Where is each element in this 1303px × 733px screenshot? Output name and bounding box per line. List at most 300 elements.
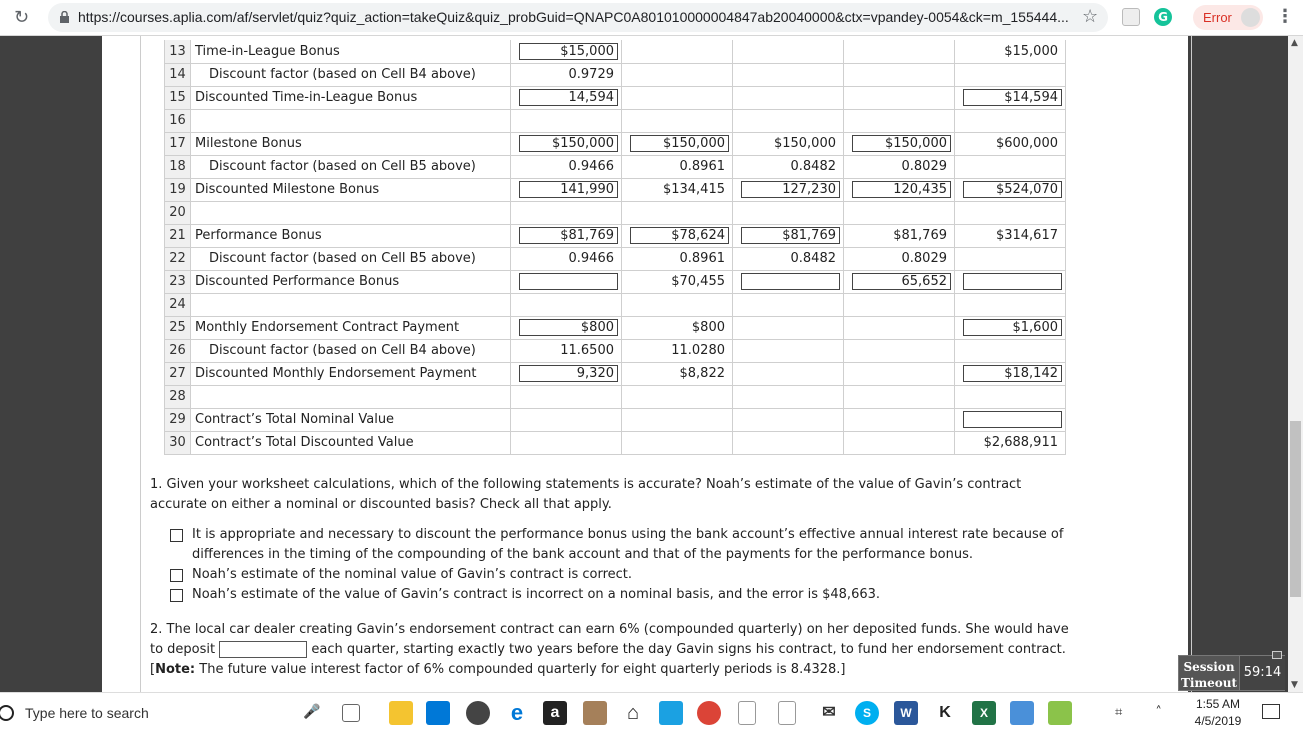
row-number: 26 xyxy=(165,339,191,362)
table-row xyxy=(165,132,1066,155)
cell-value xyxy=(741,67,840,82)
app-k-icon[interactable]: K xyxy=(933,701,957,725)
cell xyxy=(844,109,955,132)
cell-value: $314,617 xyxy=(995,228,1058,243)
cell xyxy=(511,247,622,270)
row-label xyxy=(191,293,511,316)
cell-value xyxy=(741,44,840,59)
cell-value xyxy=(852,113,951,128)
cell-value xyxy=(852,297,951,312)
row-label xyxy=(191,201,511,224)
cell xyxy=(733,224,844,247)
row-number: 17 xyxy=(165,132,191,155)
row-number: 22 xyxy=(165,247,191,270)
answer-input[interactable]: 120,435 xyxy=(852,181,951,198)
cell xyxy=(844,270,955,293)
reload-icon[interactable]: ↻ xyxy=(14,7,30,28)
question-2-text xyxy=(150,620,1080,680)
cell-value: $134,415 xyxy=(662,182,725,197)
cell xyxy=(955,316,1066,339)
cell xyxy=(844,86,955,109)
row-label: Discount factor (based on Cell B5 above) xyxy=(191,155,511,178)
row-label: Performance Bonus xyxy=(191,224,511,247)
scroll-thumb[interactable] xyxy=(1290,421,1301,597)
row-label: Discounted Performance Bonus xyxy=(191,270,511,293)
table-row xyxy=(165,316,1066,339)
cell xyxy=(955,339,1066,362)
cell-value xyxy=(519,205,618,220)
answer-input[interactable]: $78,624 xyxy=(630,227,729,244)
cell xyxy=(955,63,1066,86)
edge-icon[interactable]: e xyxy=(505,701,529,725)
cell-value xyxy=(852,67,951,82)
cell-value xyxy=(519,113,618,128)
answer-input[interactable]: $800 xyxy=(519,319,618,336)
search-placeholder: Type here to search xyxy=(25,705,149,721)
word-icon[interactable]: W xyxy=(894,701,918,725)
cell-value xyxy=(963,67,1062,82)
cell xyxy=(844,339,955,362)
answer-input[interactable] xyxy=(741,273,840,290)
row-label: Time-in-League Bonus xyxy=(191,40,511,63)
cell-value xyxy=(963,205,1062,220)
cell-value xyxy=(741,366,840,381)
cell xyxy=(844,408,955,431)
cell-value xyxy=(963,251,1062,266)
answer-input[interactable]: $150,000 xyxy=(519,135,618,152)
cell xyxy=(733,316,844,339)
option-3[interactable] xyxy=(170,585,1075,605)
cell xyxy=(844,247,955,270)
answer-input[interactable]: $15,000 xyxy=(519,43,618,60)
chrome-icon[interactable] xyxy=(697,701,721,725)
cell xyxy=(511,132,622,155)
grammarly-icon[interactable]: G xyxy=(1154,8,1172,26)
cell xyxy=(511,201,622,224)
cell xyxy=(733,109,844,132)
cell xyxy=(511,339,622,362)
cell-value xyxy=(741,205,840,220)
cell xyxy=(844,201,955,224)
cell-value: 11.6500 xyxy=(560,343,614,358)
answer-input[interactable]: $150,000 xyxy=(852,135,951,152)
clock-date: 4/5/2019 xyxy=(1194,714,1242,728)
cell xyxy=(955,155,1066,178)
note-label: Note: xyxy=(155,662,196,677)
cell xyxy=(511,224,622,247)
row-number: 25 xyxy=(165,316,191,339)
cell xyxy=(622,385,733,408)
cell xyxy=(622,431,733,454)
cell-value: $150,000 xyxy=(773,136,836,151)
browser-toolbar xyxy=(0,0,1303,36)
cell-value xyxy=(852,412,951,427)
tray-icons[interactable]: ⌗ ˄ xyxy=(1115,705,1162,720)
deposit-input[interactable] xyxy=(219,641,307,658)
cell-value: 0.8961 xyxy=(679,159,725,174)
cell xyxy=(622,86,733,109)
cell-value xyxy=(630,435,729,450)
row-label: Milestone Bonus xyxy=(191,132,511,155)
question-1-text: 1. Given your worksheet calculations, which of the following statements is accurate? Noah’s estimate of the value of Gavin’s contract accurate on either a nominal or discounted basis? Check all that apply. xyxy=(150,477,1022,512)
cell-value xyxy=(852,44,951,59)
answer-input[interactable] xyxy=(519,273,618,290)
cell-value: 0.8029 xyxy=(901,159,947,174)
cell xyxy=(955,109,1066,132)
cell-value xyxy=(741,389,840,404)
cell-value: 0.9466 xyxy=(568,251,614,266)
row-number: 20 xyxy=(165,201,191,224)
row-number: 29 xyxy=(165,408,191,431)
option-label: It is appropriate and necessary to discount the performance bonus using the bank account’s effective annual interest rate because of differences in the timing of the compounding of the bank account and that of the payments for the performance bonus. xyxy=(192,527,1064,562)
cell xyxy=(733,385,844,408)
minimize-icon[interactable] xyxy=(1272,651,1282,659)
cell xyxy=(844,224,955,247)
cell-value xyxy=(741,113,840,128)
answer-input[interactable]: $18,142 xyxy=(963,365,1062,382)
bookmark-star-icon[interactable]: ☆ xyxy=(1082,6,1099,27)
cell xyxy=(955,224,1066,247)
cell-value xyxy=(741,435,840,450)
table-row xyxy=(165,201,1066,224)
row-number: 13 xyxy=(165,40,191,63)
cell xyxy=(733,408,844,431)
cell xyxy=(733,201,844,224)
table-row xyxy=(165,63,1066,86)
cell xyxy=(955,431,1066,454)
cell xyxy=(511,408,622,431)
table-row xyxy=(165,178,1066,201)
app-icon[interactable] xyxy=(583,701,607,725)
cell xyxy=(622,408,733,431)
excel-icon[interactable]: X xyxy=(972,701,996,725)
cell xyxy=(844,63,955,86)
row-number: 19 xyxy=(165,178,191,201)
cell xyxy=(733,431,844,454)
answer-input[interactable]: $81,769 xyxy=(741,227,840,244)
microphone-icon[interactable]: 🎤 xyxy=(303,704,321,720)
row-label: Discounted Monthly Endorsement Payment xyxy=(191,362,511,385)
cell xyxy=(844,178,955,201)
paint-icon[interactable] xyxy=(1048,701,1072,725)
table-row xyxy=(165,155,1066,178)
cell xyxy=(955,385,1066,408)
cell-value: $600,000 xyxy=(995,136,1058,151)
cell xyxy=(844,132,955,155)
document-icon[interactable] xyxy=(738,701,756,725)
cell-value xyxy=(852,435,951,450)
cell xyxy=(511,362,622,385)
cell-value: 0.8029 xyxy=(901,251,947,266)
cell xyxy=(955,40,1066,63)
cell-value xyxy=(630,412,729,427)
cell xyxy=(733,40,844,63)
table-row xyxy=(165,40,1066,63)
cell-value xyxy=(519,412,618,427)
cell xyxy=(511,270,622,293)
cell-value: 0.9466 xyxy=(568,159,614,174)
row-number: 14 xyxy=(165,63,191,86)
row-label xyxy=(191,385,511,408)
cell-value xyxy=(630,297,729,312)
cell-value: 0.8482 xyxy=(790,159,836,174)
row-number: 15 xyxy=(165,86,191,109)
row-label: Discount factor (based on Cell B4 above) xyxy=(191,63,511,86)
answer-input[interactable]: 14,594 xyxy=(519,89,618,106)
cell xyxy=(511,155,622,178)
extension-icon[interactable] xyxy=(1122,8,1140,26)
table-row xyxy=(165,86,1066,109)
cell xyxy=(844,362,955,385)
row-number: 28 xyxy=(165,385,191,408)
cell xyxy=(955,293,1066,316)
cell-value xyxy=(963,343,1062,358)
cell xyxy=(844,385,955,408)
cell-value: 0.8482 xyxy=(790,251,836,266)
profile-error-label: Error xyxy=(1203,10,1232,25)
cell-value xyxy=(852,320,951,335)
skype-icon[interactable]: S xyxy=(855,701,879,725)
cell xyxy=(955,270,1066,293)
session-timeout-label: Session Timeout xyxy=(1180,660,1238,690)
cell-value xyxy=(519,389,618,404)
cell xyxy=(622,63,733,86)
answer-input[interactable]: 141,990 xyxy=(519,181,618,198)
file-explorer-icon[interactable] xyxy=(389,701,413,725)
cell xyxy=(622,293,733,316)
cell xyxy=(511,293,622,316)
row-number: 23 xyxy=(165,270,191,293)
scroll-up-icon[interactable]: ▲ xyxy=(1291,38,1298,48)
cell xyxy=(622,316,733,339)
cell xyxy=(622,155,733,178)
table-row xyxy=(165,362,1066,385)
cell xyxy=(622,362,733,385)
answer-input[interactable] xyxy=(963,273,1062,290)
cell xyxy=(733,339,844,362)
url-text: https://courses.aplia.com/af/servlet/quiz?quiz_action=takeQuiz&quiz_probGuid=QNAPC0A801010000004847ab20040000&ctx=vpandey-0054&ck=m_155444... xyxy=(78,9,1069,25)
cell-value xyxy=(630,113,729,128)
cell-value xyxy=(852,343,951,358)
cell xyxy=(622,224,733,247)
checkbox[interactable] xyxy=(170,589,183,602)
cell xyxy=(622,270,733,293)
row-number: 30 xyxy=(165,431,191,454)
row-label: Discounted Milestone Bonus xyxy=(191,178,511,201)
q2-part-c: The future value interest factor of 6% compounded quarterly for eight quarterly periods is 8.4328.] xyxy=(195,662,846,677)
cell xyxy=(622,247,733,270)
cell xyxy=(511,385,622,408)
option-label: Noah’s estimate of the nominal value of Gavin’s contract is correct. xyxy=(192,567,633,582)
cell-value xyxy=(963,297,1062,312)
worksheet-table xyxy=(164,40,1066,455)
cell xyxy=(511,63,622,86)
answer-input[interactable]: $81,769 xyxy=(519,227,618,244)
cell-value xyxy=(963,113,1062,128)
checkbox[interactable] xyxy=(170,569,183,582)
cell xyxy=(955,201,1066,224)
cell-value xyxy=(630,389,729,404)
cell-value: $800 xyxy=(691,320,725,335)
cell-value xyxy=(741,90,840,105)
home-icon[interactable]: ⌂ xyxy=(621,701,645,725)
page-viewport xyxy=(0,36,1288,692)
taskbar-search[interactable] xyxy=(0,693,330,733)
answer-input[interactable]: $1,600 xyxy=(963,319,1062,336)
cell xyxy=(844,155,955,178)
cell-value xyxy=(852,389,951,404)
task-view-icon[interactable] xyxy=(342,704,360,722)
row-label: Discounted Time-in-League Bonus xyxy=(191,86,511,109)
cell-value xyxy=(852,90,951,105)
answer-input[interactable]: 65,652 xyxy=(852,273,951,290)
camera-icon[interactable] xyxy=(466,701,490,725)
table-row xyxy=(165,339,1066,362)
cell xyxy=(511,431,622,454)
app-window-icon[interactable] xyxy=(1010,701,1034,725)
cell xyxy=(733,247,844,270)
cell-value xyxy=(741,343,840,358)
pdf-icon[interactable] xyxy=(778,701,796,725)
notifications-icon[interactable] xyxy=(1262,704,1280,719)
row-label: Discount factor (based on Cell B4 above) xyxy=(191,339,511,362)
taskbar-clock[interactable] xyxy=(1183,696,1253,730)
cell xyxy=(511,86,622,109)
cell xyxy=(733,362,844,385)
row-label: Contract’s Total Nominal Value xyxy=(191,408,511,431)
row-number: 24 xyxy=(165,293,191,316)
cell-value xyxy=(741,297,840,312)
row-number: 21 xyxy=(165,224,191,247)
row-label: Contract’s Total Discounted Value xyxy=(191,431,511,454)
cell-value xyxy=(519,435,618,450)
option-1[interactable] xyxy=(170,525,1075,565)
answer-input[interactable] xyxy=(963,411,1062,428)
cell xyxy=(733,63,844,86)
cell xyxy=(733,155,844,178)
answer-input[interactable]: $524,070 xyxy=(963,181,1062,198)
cell-value xyxy=(852,205,951,220)
session-timeout-widget xyxy=(1178,655,1285,691)
cell xyxy=(844,40,955,63)
cell xyxy=(511,178,622,201)
cell-value xyxy=(630,90,729,105)
table-row xyxy=(165,385,1066,408)
cell xyxy=(622,132,733,155)
cell xyxy=(844,431,955,454)
cortana-icon[interactable] xyxy=(0,705,14,721)
cell xyxy=(622,201,733,224)
answer-input[interactable]: 9,320 xyxy=(519,365,618,382)
table-row xyxy=(165,247,1066,270)
row-label xyxy=(191,109,511,132)
table-row xyxy=(165,431,1066,454)
option-label: Noah’s estimate of the value of Gavin’s contract is incorrect on a nominal basis, and the error is $48,663. xyxy=(192,587,881,602)
cell xyxy=(844,316,955,339)
profile-error-button[interactable] xyxy=(1193,5,1263,30)
row-number: 16 xyxy=(165,109,191,132)
checkbox[interactable] xyxy=(170,529,183,542)
cell-value xyxy=(519,297,618,312)
cell-value: $15,000 xyxy=(1004,43,1058,59)
store-icon[interactable] xyxy=(426,701,450,725)
cell xyxy=(955,408,1066,431)
cell xyxy=(733,178,844,201)
cell-value xyxy=(630,205,729,220)
cell xyxy=(955,132,1066,155)
session-timer: 59:14 xyxy=(1239,656,1285,690)
cell xyxy=(622,339,733,362)
table-row xyxy=(165,293,1066,316)
cell xyxy=(733,270,844,293)
cell-value: 11.0280 xyxy=(671,343,725,358)
cell xyxy=(511,316,622,339)
cell-value: 0.8961 xyxy=(679,251,725,266)
table-row xyxy=(165,224,1066,247)
cell xyxy=(511,109,622,132)
cell-value xyxy=(630,67,729,82)
q2-part-b: each quarter, starting exactly two years before the day Gavin signs his contract, to fund her endorsement contract. [ xyxy=(150,642,1066,677)
table-row xyxy=(165,109,1066,132)
cell-value xyxy=(630,44,729,59)
skype-like-icon[interactable] xyxy=(659,701,683,725)
cell-value: $70,455 xyxy=(671,274,725,289)
mail-icon[interactable]: ✉ xyxy=(817,701,841,725)
vertical-scrollbar[interactable] xyxy=(1288,36,1303,692)
cell xyxy=(733,86,844,109)
table-row xyxy=(165,270,1066,293)
cell xyxy=(622,109,733,132)
avatar xyxy=(1241,8,1260,27)
cell-value xyxy=(741,412,840,427)
cell-value xyxy=(963,159,1062,174)
table-row xyxy=(165,408,1066,431)
answer-input[interactable]: 127,230 xyxy=(741,181,840,198)
cell-value xyxy=(852,366,951,381)
cell xyxy=(955,247,1066,270)
row-number: 27 xyxy=(165,362,191,385)
cell-value: $2,688,911 xyxy=(983,435,1058,450)
cell xyxy=(622,178,733,201)
row-label: Monthly Endorsement Contract Payment xyxy=(191,316,511,339)
cell xyxy=(844,293,955,316)
clock-time: 1:55 AM xyxy=(1195,697,1241,711)
lock-icon xyxy=(60,11,69,23)
cell-value xyxy=(741,320,840,335)
cell-value: $81,769 xyxy=(893,228,947,243)
cell-value xyxy=(963,389,1062,404)
row-number: 18 xyxy=(165,155,191,178)
cell xyxy=(955,362,1066,385)
cell xyxy=(733,293,844,316)
answer-input[interactable]: $150,000 xyxy=(630,135,729,152)
row-label: Discount factor (based on Cell B5 above) xyxy=(191,247,511,270)
cell-value: $8,822 xyxy=(679,366,725,381)
option-2[interactable] xyxy=(170,565,1075,585)
cell xyxy=(955,86,1066,109)
answer-input[interactable]: $14,594 xyxy=(963,89,1062,106)
kebab-menu-icon[interactable]: ⋮ xyxy=(1276,6,1294,27)
cell xyxy=(622,40,733,63)
cell xyxy=(955,178,1066,201)
windows-taskbar xyxy=(0,692,1303,732)
cell xyxy=(733,132,844,155)
amazon-icon[interactable]: a xyxy=(543,701,567,725)
cell-value: 0.9729 xyxy=(568,67,614,82)
scroll-down-icon[interactable]: ▼ xyxy=(1291,680,1298,690)
cell xyxy=(511,40,622,63)
q2-part-a: 2. The local car dealer creating Gavin’s endorsement contract can earn 6% (compounded quarterly) on her deposited funds. She would have to deposit xyxy=(150,622,1069,657)
